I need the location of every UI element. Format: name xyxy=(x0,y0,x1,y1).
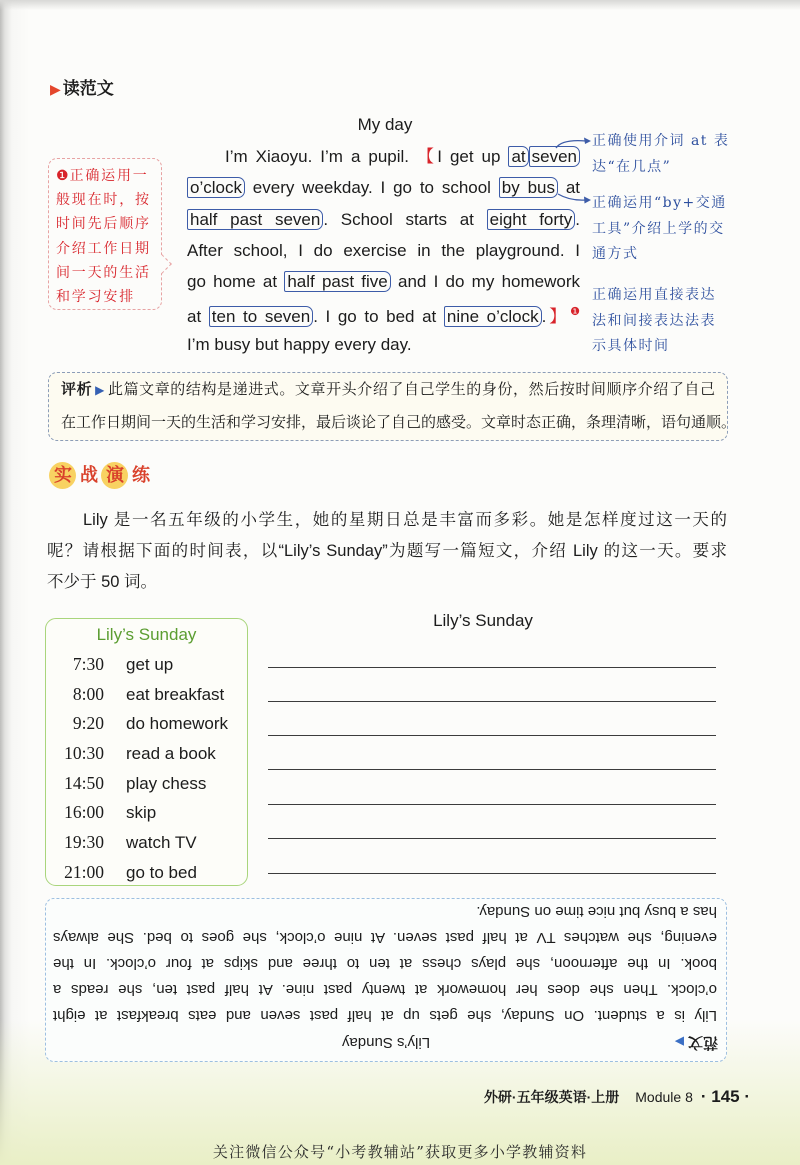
sample-answer-title: Lily’s Sunday xyxy=(341,1034,431,1051)
writing-title: Lily’s Sunday xyxy=(433,611,533,630)
note-line: 工具”介绍上学的交 xyxy=(592,220,725,237)
schedule-row xyxy=(46,769,247,799)
sample-answer-text xyxy=(53,898,717,1028)
schedule-row xyxy=(46,858,247,888)
writing-line xyxy=(268,701,716,702)
arrowhead-icon xyxy=(584,197,591,204)
note-line: 法和间接表达法表 xyxy=(592,312,716,329)
essay-line xyxy=(187,266,580,297)
essay-text: at xyxy=(187,307,202,327)
essay-text: I get up xyxy=(437,147,501,166)
schedule-row xyxy=(46,739,247,769)
schedule-time: 19:30 xyxy=(64,832,104,853)
essay-text: . School starts at xyxy=(323,209,474,229)
note-line: 和学习安排 xyxy=(56,289,135,306)
highlight-box: eight forty xyxy=(487,209,576,230)
writing-line xyxy=(268,667,716,668)
page-footer xyxy=(450,1085,750,1109)
schedule-activity: read a book xyxy=(126,744,216,764)
annotation-note-preposition xyxy=(592,129,729,180)
bracket-open: 【 xyxy=(417,147,438,166)
highlight-box: by bus xyxy=(499,177,558,198)
commentary-text: 此篇文章的结构是递进式。文章开头介绍了自己学生的身份，然后按时间顺序介绍了自己 xyxy=(107,381,715,398)
heading-char: 练 xyxy=(132,465,150,485)
sample-answer-box xyxy=(45,898,727,1062)
essay-text: . I go to bed at xyxy=(313,307,437,327)
note-line: 介绍工作日期 xyxy=(56,240,151,257)
arrow-connector-icon xyxy=(558,194,586,200)
commentary-line: 在工作日期间一天的生活和学习安排，最后谈论了自己的感受。文章时态正确，条理清晰，语句通顺。 xyxy=(61,414,737,431)
commentary-line xyxy=(61,373,715,406)
highlight-box: half past seven xyxy=(187,209,323,230)
essay-title: My day xyxy=(357,115,413,134)
essay-text: every weekday. I go to school xyxy=(252,178,491,198)
essay-text: . xyxy=(575,209,580,229)
answer-line: o’clock. Then she does her homework at twenty past nine. At half past ten, she reads a xyxy=(53,981,717,998)
book-title: 外研·五年级英语·上册 xyxy=(483,1089,620,1105)
essay-text: I’m Xiaoyu. I’m a pupil. xyxy=(225,147,410,166)
triangle-marker-icon: ▶ xyxy=(50,81,61,97)
schedule-title: Lily’s Sunday xyxy=(96,625,197,644)
schedule-activity: do homework xyxy=(126,714,229,734)
writing-line xyxy=(268,735,716,736)
watermark-text: 关注微信公众号“小考教辅站”获取更多小学教辅资料 xyxy=(212,1143,588,1161)
instruction-line: Lily 是一名五年级的小学生，她的星期日总是丰富而多彩。她是怎样度过这一天的 xyxy=(83,511,727,529)
highlight-box: nine o’clock xyxy=(444,306,542,327)
schedule-time: 16:00 xyxy=(64,802,104,823)
label-text: 范文 xyxy=(687,1034,718,1051)
writing-line xyxy=(268,838,716,839)
note-line: 正确使用介词 at 表 xyxy=(592,133,730,149)
schedule-time: 7:30 xyxy=(72,654,104,674)
schedule-activity: watch TV xyxy=(126,833,197,853)
note-line: 正确运用直接表达 xyxy=(592,287,716,303)
heading-char: 演 xyxy=(102,461,128,489)
highlight-box: o’clock xyxy=(187,177,245,198)
essay-text: After school, I do exercise in the playground. I xyxy=(187,240,580,260)
note-line: 般现在时，按 xyxy=(56,192,151,209)
triangle-marker-icon: ▶ xyxy=(674,1035,684,1049)
note-text: 正确运用一 xyxy=(69,168,149,184)
schedule-activity: play chess xyxy=(126,773,207,793)
schedule-activity: skip xyxy=(126,803,157,823)
note-line: 正确运用“by+交通 xyxy=(592,195,727,211)
essay-text: and I do my homework xyxy=(398,272,580,292)
section-heading-read xyxy=(50,77,114,101)
writing-line xyxy=(268,769,716,770)
answer-line: Lily is a student. On Sunday, she gets up at half past seven and eats breakfast at eight xyxy=(53,1007,717,1024)
highlight-box: ten to seven xyxy=(209,306,313,327)
note-line xyxy=(56,164,157,188)
section-title: 读范文 xyxy=(62,79,114,98)
highlight-box: seven xyxy=(529,146,580,167)
schedule-row xyxy=(46,709,247,739)
answer-line: evening, she watches TV at half past seven. At nine o’clock, she goes to bed. She always xyxy=(53,929,717,946)
note-line: 时间先后顺序 xyxy=(56,216,151,233)
essay-text: go home at xyxy=(187,272,278,292)
highlight-box: half past five xyxy=(284,271,390,292)
schedule-time: 10:30 xyxy=(64,743,104,764)
heading-char: 战 xyxy=(80,465,98,485)
arrow-connector-icon xyxy=(556,141,586,148)
commentary-label: 评析 xyxy=(61,381,93,398)
essay-line xyxy=(187,235,580,266)
essay-line xyxy=(187,297,580,328)
answer-line: has a busy but nice time on Sunday. xyxy=(476,903,717,920)
schedule-row xyxy=(46,650,247,680)
essay-line xyxy=(187,329,580,360)
annotation-note-time-expression xyxy=(592,283,716,360)
writing-line xyxy=(268,873,716,874)
annotation-arrows xyxy=(500,128,600,218)
sample-answer-label xyxy=(675,1032,718,1052)
schedule-row xyxy=(46,828,247,858)
annotation-note-transport xyxy=(592,191,727,268)
schedule-row xyxy=(46,680,247,710)
page-number: · 145 · xyxy=(700,1087,750,1106)
note-line: 示具体时间 xyxy=(592,338,670,354)
note-line: 间一天的生活 xyxy=(56,264,151,281)
schedule-time: 9:20 xyxy=(72,713,104,734)
schedule-time: 8:00 xyxy=(72,683,104,704)
practice-instructions xyxy=(47,505,727,598)
schedule-activity: get up xyxy=(126,655,174,674)
arrowhead-icon xyxy=(584,138,591,145)
sample-answer-header xyxy=(46,1032,726,1052)
practice-heading xyxy=(50,461,154,489)
writing-line xyxy=(268,804,716,805)
heading-char: 实 xyxy=(50,461,76,489)
essay-text: I’m busy but happy every day. xyxy=(187,334,412,354)
note-line: 通方式 xyxy=(592,246,639,262)
triangle-marker-icon: ▶ xyxy=(95,383,105,397)
schedule-activity: go to bed xyxy=(126,862,197,882)
essay-text: at xyxy=(565,178,580,198)
bracket-close: 】 xyxy=(546,307,570,327)
answer-line: book. In the afternoon, she plays chess at ten to three and skips at four o’clock. In the xyxy=(53,955,717,972)
note-line: 达“在几点” xyxy=(592,158,672,175)
note-number-1-icon: ❶ xyxy=(56,168,69,184)
highlight-box: at xyxy=(508,146,528,167)
instruction-line: 不少于 50 词。 xyxy=(47,573,158,591)
note-number-1-icon: ❶ xyxy=(570,306,580,319)
annotation-note-tense xyxy=(48,158,162,310)
schedule-row xyxy=(46,798,247,828)
schedule-time: 14:50 xyxy=(64,772,104,793)
schedule-activity: eat breakfast xyxy=(126,684,225,704)
module-label: Module 8 xyxy=(635,1089,693,1105)
essay-text: . xyxy=(541,307,547,327)
schedule-time: 21:00 xyxy=(64,861,104,882)
schedule-table xyxy=(45,618,248,886)
instruction-line: 呢？请根据下面的时间表，以“Lily’s Sunday”为题写一篇短文，介绍 Lily 的这一天。要求 xyxy=(47,542,727,560)
commentary-box xyxy=(48,372,737,441)
